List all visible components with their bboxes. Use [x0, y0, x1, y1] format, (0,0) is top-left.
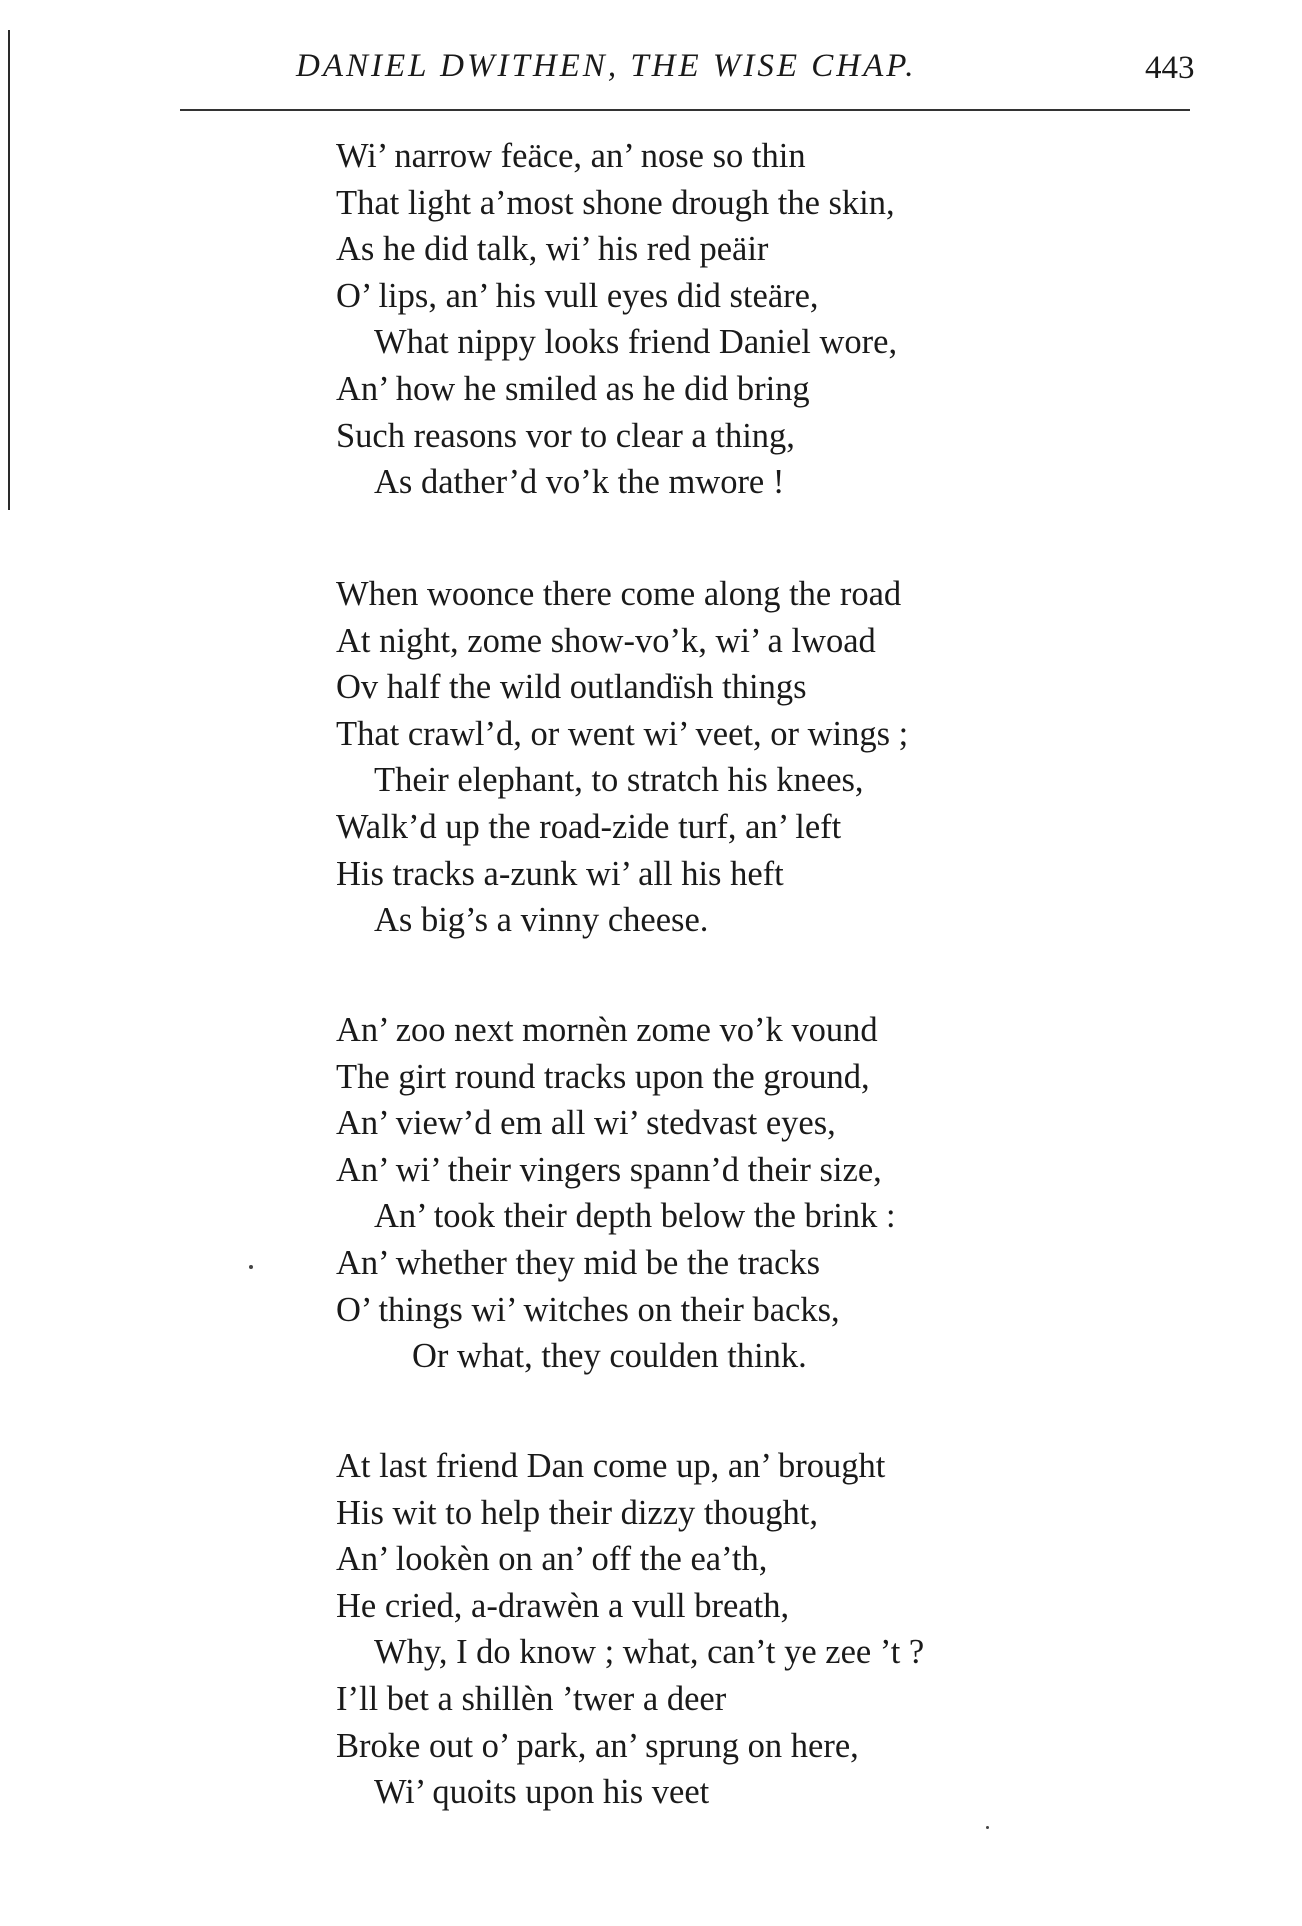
verse-line: An’ lookèn on an’ off the ea’th,: [336, 1540, 768, 1579]
verse-line: O’ things wi’ witches on their backs,: [336, 1290, 840, 1329]
verse-line: An’ wi’ their vingers spann’d their size,: [336, 1150, 882, 1189]
verse-line: The girt round tracks upon the ground,: [336, 1057, 870, 1096]
stray-dot: [249, 1265, 253, 1269]
verse-line: What nippy looks friend Daniel wore,: [374, 323, 898, 362]
verse-line: As dather’d vo’k the mwore !: [374, 463, 785, 502]
verse-line: O’ lips, an’ his vull eyes did steäre,: [336, 276, 819, 315]
verse-line: An’ how he smiled as he did bring: [336, 369, 810, 408]
verse-line: At last friend Dan come up, an’ brought: [336, 1447, 886, 1485]
stanza-4: [336, 1443, 1196, 1816]
running-title: DANIEL DWITHEN, THE WISE CHAP.: [296, 48, 917, 84]
verse-line: His tracks a-zunk wi’ all his heft: [336, 854, 784, 893]
verse-line: Such reasons vor to clear a thing,: [336, 416, 795, 455]
verse-line: An’ took their depth below the brink :: [374, 1197, 896, 1236]
stray-dot: [986, 1826, 989, 1829]
stanza-2: [336, 571, 1196, 944]
verse-line: He cried, a-drawèn a vull breath,: [336, 1586, 790, 1625]
verse-line: An’ whether they mid be the tracks: [336, 1243, 821, 1282]
verse-line: An’ view’d em all wi’ stedvast eyes,: [336, 1104, 836, 1143]
verse-line: Or what, they coulden think.: [412, 1337, 807, 1376]
page-gutter-line: [8, 30, 10, 510]
verse-line: Walk’d up the road-zide turf, an’ left: [336, 807, 842, 846]
verse-line: Broke out o’ park, an’ sprung on here,: [336, 1726, 859, 1765]
verse-line: His wit to help their dizzy thought,: [336, 1493, 818, 1532]
page-number: 443: [1145, 50, 1195, 86]
verse-line: Ov half the wild outlandïsh things: [336, 668, 807, 707]
verse-line: At night, zome show-vo’k, wi’ a lwoad: [336, 621, 876, 660]
stanza-3: [336, 1007, 1196, 1380]
verse-line: That crawl’d, or went wi’ veet, or wings ;: [336, 714, 909, 753]
verse-line: As he did talk, wi’ his red peäir: [336, 230, 769, 269]
verse-line: Why, I do know ; what, can’t ye zee ’t ?: [374, 1633, 925, 1672]
verse-line: Wi’ narrow feäce, an’ nose so thin: [336, 137, 806, 175]
verse-line: When woonce there come along the road: [336, 575, 902, 613]
header-rule: [180, 109, 1190, 111]
stanza-1: [336, 133, 1196, 506]
verse-line: As big’s a vinny cheese.: [374, 901, 709, 940]
verse-line: An’ zoo next mornèn zome vo’k vound: [336, 1011, 878, 1049]
verse-line: I’ll bet a shillèn ’twer a deer: [336, 1679, 727, 1718]
verse-line: Wi’ quoits upon his veet: [374, 1773, 710, 1812]
verse-line: That light a’most shone drough the skin,: [336, 183, 895, 222]
verse-line: Their elephant, to stratch his knees,: [374, 761, 864, 800]
